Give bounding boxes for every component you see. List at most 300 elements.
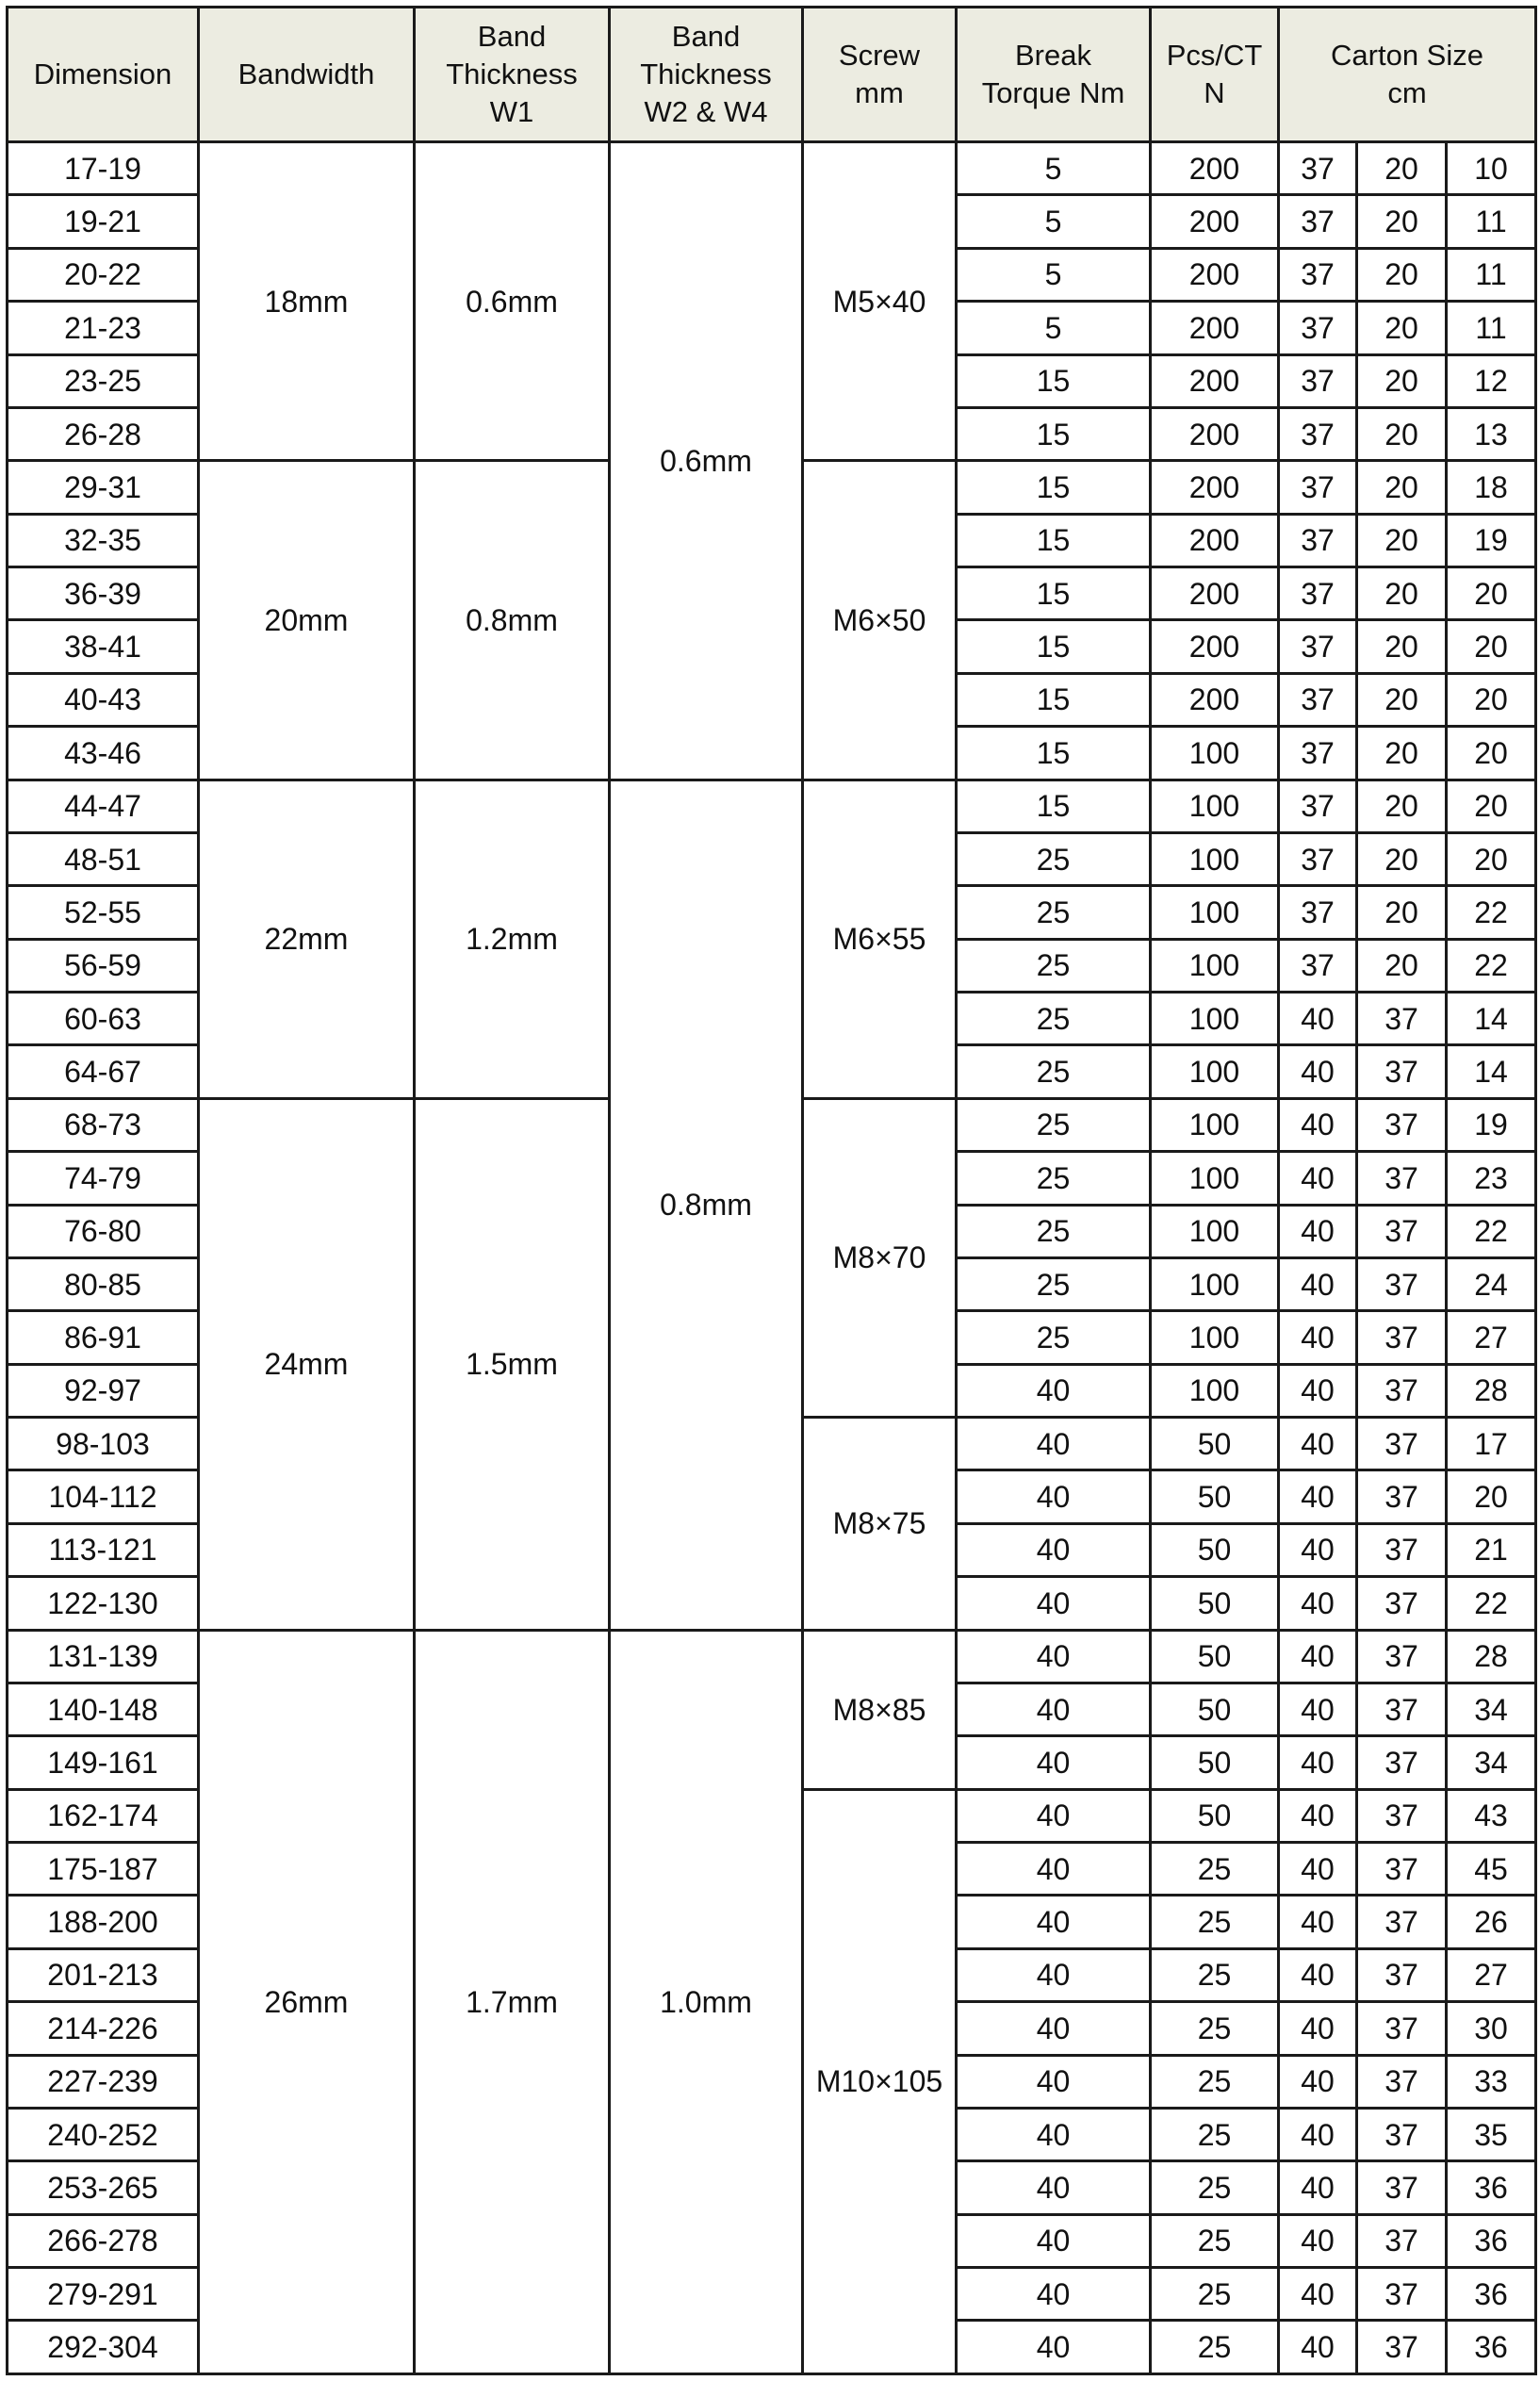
carton-size-cell: 37 (1279, 673, 1357, 726)
dimension-cell: 44-47 (8, 780, 199, 832)
carton-size-cell: 35 (1447, 2108, 1536, 2160)
break-torque-cell: 40 (957, 1948, 1151, 2001)
carton-size-cell: 19 (1447, 514, 1536, 567)
carton-size-cell: 17 (1447, 1418, 1536, 1470)
carton-size-cell: 36 (1447, 2321, 1536, 2374)
carton-size-cell: 20 (1357, 354, 1447, 407)
carton-size-cell: 12 (1447, 354, 1536, 407)
carton-size-cell: 20 (1357, 195, 1447, 248)
pcs-per-carton-cell: 200 (1151, 302, 1279, 354)
break-torque-cell: 40 (957, 1896, 1151, 1948)
header-band-thickness-w1-line: Thickness (446, 57, 578, 90)
bandwidth-cell: 22mm (199, 780, 415, 1098)
carton-size-cell: 34 (1447, 1683, 1536, 1735)
carton-size-cell: 37 (1279, 567, 1357, 620)
table-body (8, 142, 1536, 2374)
band-thickness-w1-cell: 1.7mm (415, 1630, 610, 2374)
carton-size-cell: 20 (1447, 1470, 1536, 1523)
break-torque-cell: 40 (957, 1630, 1151, 1683)
carton-size-cell: 37 (1357, 2268, 1447, 2321)
dimension-cell: 43-46 (8, 727, 199, 780)
pcs-per-carton-cell: 25 (1151, 2214, 1279, 2267)
pcs-per-carton-cell: 200 (1151, 195, 1279, 248)
break-torque-cell: 15 (957, 727, 1151, 780)
dimension-cell: 122-130 (8, 1577, 199, 1630)
carton-size-cell: 40 (1279, 1789, 1357, 1842)
pcs-per-carton-cell: 200 (1151, 142, 1279, 195)
pcs-per-carton-cell: 50 (1151, 1789, 1279, 1842)
break-torque-cell: 5 (957, 248, 1151, 301)
pcs-per-carton-cell: 100 (1151, 993, 1279, 1045)
carton-size-cell: 37 (1279, 620, 1357, 673)
break-torque-cell: 25 (957, 1311, 1151, 1364)
dimension-cell: 149-161 (8, 1736, 199, 1789)
pcs-per-carton-cell: 100 (1151, 886, 1279, 939)
carton-size-cell: 37 (1357, 2108, 1447, 2160)
carton-size-cell: 37 (1279, 886, 1357, 939)
header-break-torque-line: Torque Nm (981, 76, 1125, 109)
dimension-cell: 29-31 (8, 461, 199, 514)
break-torque-cell: 25 (957, 1152, 1151, 1205)
header-carton-size-line: Carton Size (1331, 39, 1483, 72)
carton-size-cell: 37 (1357, 1257, 1447, 1310)
pcs-per-carton-cell: 200 (1151, 514, 1279, 567)
carton-size-cell: 45 (1447, 1843, 1536, 1896)
break-torque-cell: 15 (957, 514, 1151, 567)
break-torque-cell: 15 (957, 780, 1151, 832)
pcs-per-carton-cell: 200 (1151, 461, 1279, 514)
break-torque-cell: 25 (957, 1257, 1151, 1310)
carton-size-cell: 28 (1447, 1364, 1536, 1417)
carton-size-cell: 40 (1279, 2002, 1357, 2055)
dimension-cell: 52-55 (8, 886, 199, 939)
break-torque-cell: 40 (957, 1577, 1151, 1630)
dimension-cell: 98-103 (8, 1418, 199, 1470)
carton-size-cell: 37 (1279, 780, 1357, 832)
break-torque-cell: 40 (957, 2055, 1151, 2108)
dimension-cell: 23-25 (8, 354, 199, 407)
break-torque-cell: 40 (957, 2268, 1151, 2321)
header-band-thickness-w1-line: Band (477, 20, 547, 53)
dimension-cell: 40-43 (8, 673, 199, 726)
carton-size-cell: 11 (1447, 195, 1536, 248)
break-torque-cell: 5 (957, 142, 1151, 195)
dimension-cell: 201-213 (8, 1948, 199, 2001)
pcs-per-carton-cell: 200 (1151, 620, 1279, 673)
pcs-per-carton-cell: 200 (1151, 407, 1279, 460)
carton-size-cell: 40 (1279, 1098, 1357, 1151)
header-carton-size (1279, 8, 1536, 142)
carton-size-cell: 40 (1279, 1257, 1357, 1310)
carton-size-cell: 37 (1357, 1843, 1447, 1896)
carton-size-cell: 37 (1357, 1098, 1447, 1151)
carton-size-cell: 37 (1279, 354, 1357, 407)
dimension-cell: 64-67 (8, 1045, 199, 1098)
pcs-per-carton-cell: 50 (1151, 1630, 1279, 1683)
band-thickness-w1-cell: 1.2mm (415, 780, 610, 1098)
carton-size-cell: 20 (1447, 673, 1536, 726)
carton-size-cell: 40 (1279, 2214, 1357, 2267)
break-torque-cell: 40 (957, 1789, 1151, 1842)
carton-size-cell: 40 (1279, 1523, 1357, 1576)
carton-size-cell: 20 (1357, 302, 1447, 354)
screw-cell: M8×70 (803, 1098, 957, 1417)
screw-cell: M6×50 (803, 461, 957, 780)
carton-size-cell: 37 (1357, 1789, 1447, 1842)
header-break-torque (957, 8, 1151, 142)
carton-size-cell: 40 (1279, 1630, 1357, 1683)
carton-size-cell: 37 (1279, 248, 1357, 301)
carton-size-cell: 14 (1447, 993, 1536, 1045)
break-torque-cell: 25 (957, 1205, 1151, 1257)
dimension-cell: 175-187 (8, 1843, 199, 1896)
carton-size-cell: 27 (1447, 1311, 1536, 1364)
carton-size-cell: 37 (1279, 514, 1357, 567)
pcs-per-carton-cell: 25 (1151, 1896, 1279, 1948)
header-band-thickness-w2-w4-line: Band (671, 20, 741, 53)
header-carton-size-line: cm (1387, 76, 1427, 109)
dimension-cell: 292-304 (8, 2321, 199, 2374)
header-break-torque-line: Break (1015, 39, 1091, 72)
break-torque-cell: 25 (957, 1098, 1151, 1151)
carton-size-cell: 20 (1357, 832, 1447, 885)
break-torque-cell: 40 (957, 1418, 1151, 1470)
band-thickness-w1-cell: 0.6mm (415, 142, 610, 461)
pcs-per-carton-cell: 100 (1151, 1257, 1279, 1310)
carton-size-cell: 40 (1279, 1045, 1357, 1098)
carton-size-cell: 40 (1279, 1418, 1357, 1470)
break-torque-cell: 15 (957, 673, 1151, 726)
band-thickness-w2-w4-cell: 1.0mm (610, 1630, 803, 2374)
carton-size-cell: 20 (1447, 780, 1536, 832)
spec-table (6, 6, 1537, 2375)
carton-size-cell: 37 (1279, 142, 1357, 195)
pcs-per-carton-cell: 50 (1151, 1523, 1279, 1576)
carton-size-cell: 37 (1279, 407, 1357, 460)
carton-size-cell: 37 (1357, 1948, 1447, 2001)
header-bandwidth (199, 8, 415, 142)
pcs-per-carton-cell: 200 (1151, 673, 1279, 726)
dimension-cell: 131-139 (8, 1630, 199, 1683)
dimension-cell: 86-91 (8, 1311, 199, 1364)
carton-size-cell: 20 (1357, 673, 1447, 726)
carton-size-cell: 20 (1357, 248, 1447, 301)
carton-size-cell: 37 (1357, 1577, 1447, 1630)
screw-cell: M6×55 (803, 780, 957, 1098)
break-torque-cell: 40 (957, 2002, 1151, 2055)
header-screw-line: Screw (838, 39, 921, 72)
table-row (8, 1630, 1536, 1683)
dimension-cell: 74-79 (8, 1152, 199, 1205)
bandwidth-cell: 18mm (199, 142, 415, 461)
carton-size-cell: 37 (1279, 939, 1357, 992)
carton-size-cell: 10 (1447, 142, 1536, 195)
pcs-per-carton-cell: 200 (1151, 567, 1279, 620)
carton-size-cell: 37 (1357, 1311, 1447, 1364)
break-torque-cell: 15 (957, 620, 1151, 673)
pcs-per-carton-cell: 100 (1151, 1098, 1279, 1151)
dimension-cell: 162-174 (8, 1789, 199, 1842)
bandwidth-cell: 26mm (199, 1630, 415, 2374)
break-torque-cell: 40 (957, 1736, 1151, 1789)
pcs-per-carton-cell: 200 (1151, 248, 1279, 301)
carton-size-cell: 37 (1357, 1523, 1447, 1576)
pcs-per-carton-cell: 25 (1151, 2055, 1279, 2108)
break-torque-cell: 40 (957, 1364, 1151, 1417)
carton-size-cell: 20 (1357, 727, 1447, 780)
dimension-cell: 38-41 (8, 620, 199, 673)
break-torque-cell: 15 (957, 407, 1151, 460)
carton-size-cell: 36 (1447, 2161, 1536, 2214)
carton-size-cell: 30 (1447, 2002, 1536, 2055)
dimension-cell: 188-200 (8, 1896, 199, 1948)
carton-size-cell: 37 (1357, 2002, 1447, 2055)
carton-size-cell: 40 (1279, 1683, 1357, 1735)
carton-size-cell: 37 (1279, 461, 1357, 514)
dimension-cell: 140-148 (8, 1683, 199, 1735)
pcs-per-carton-cell: 25 (1151, 1843, 1279, 1896)
carton-size-cell: 24 (1447, 1257, 1536, 1310)
dimension-cell: 48-51 (8, 832, 199, 885)
carton-size-cell: 40 (1279, 1577, 1357, 1630)
carton-size-cell: 34 (1447, 1736, 1536, 1789)
break-torque-cell: 15 (957, 461, 1151, 514)
header-pcs-per-carton-line: Pcs/CT (1166, 39, 1263, 72)
carton-size-cell: 11 (1447, 302, 1536, 354)
carton-size-cell: 40 (1279, 2161, 1357, 2214)
break-torque-cell: 40 (957, 2108, 1151, 2160)
carton-size-cell: 20 (1447, 727, 1536, 780)
header-band-thickness-w1-line: W1 (489, 95, 534, 128)
carton-size-cell: 37 (1357, 993, 1447, 1045)
break-torque-cell: 5 (957, 302, 1151, 354)
dimension-cell: 60-63 (8, 993, 199, 1045)
carton-size-cell: 14 (1447, 1045, 1536, 1098)
pcs-per-carton-cell: 100 (1151, 727, 1279, 780)
carton-size-cell: 36 (1447, 2214, 1536, 2267)
carton-size-cell: 37 (1279, 727, 1357, 780)
carton-size-cell: 37 (1357, 1736, 1447, 1789)
carton-size-cell: 40 (1279, 2108, 1357, 2160)
carton-size-cell: 33 (1447, 2055, 1536, 2108)
carton-size-cell: 37 (1357, 1683, 1447, 1735)
carton-size-cell: 40 (1279, 1364, 1357, 1417)
carton-size-cell: 37 (1357, 2161, 1447, 2214)
pcs-per-carton-cell: 25 (1151, 2002, 1279, 2055)
dimension-cell: 227-239 (8, 2055, 199, 2108)
carton-size-cell: 20 (1357, 142, 1447, 195)
carton-size-cell: 43 (1447, 1789, 1536, 1842)
break-torque-cell: 25 (957, 832, 1151, 885)
carton-size-cell: 40 (1279, 2321, 1357, 2374)
carton-size-cell: 27 (1447, 1948, 1536, 2001)
carton-size-cell: 40 (1279, 2055, 1357, 2108)
pcs-per-carton-cell: 50 (1151, 1470, 1279, 1523)
pcs-per-carton-cell: 50 (1151, 1577, 1279, 1630)
pcs-per-carton-cell: 100 (1151, 1311, 1279, 1364)
dimension-cell: 113-121 (8, 1523, 199, 1576)
carton-size-cell: 40 (1279, 1736, 1357, 1789)
carton-size-cell: 37 (1279, 195, 1357, 248)
pcs-per-carton-cell: 25 (1151, 1948, 1279, 2001)
pcs-per-carton-cell: 100 (1151, 1364, 1279, 1417)
carton-size-cell: 20 (1357, 567, 1447, 620)
dimension-cell: 68-73 (8, 1098, 199, 1151)
carton-size-cell: 20 (1447, 832, 1536, 885)
dimension-cell: 104-112 (8, 1470, 199, 1523)
carton-size-cell: 37 (1357, 2214, 1447, 2267)
carton-size-cell: 37 (1279, 832, 1357, 885)
bandwidth-cell: 24mm (199, 1098, 415, 1630)
carton-size-cell: 37 (1357, 1364, 1447, 1417)
band-thickness-w1-cell: 0.8mm (415, 461, 610, 780)
pcs-per-carton-cell: 100 (1151, 1152, 1279, 1205)
carton-size-cell: 37 (1357, 1045, 1447, 1098)
header-screw-line: mm (855, 76, 904, 109)
band-thickness-w1-cell: 1.5mm (415, 1098, 610, 1630)
pcs-per-carton-cell: 50 (1151, 1736, 1279, 1789)
pcs-per-carton-cell: 200 (1151, 354, 1279, 407)
carton-size-cell: 40 (1279, 1896, 1357, 1948)
dimension-cell: 253-265 (8, 2161, 199, 2214)
carton-size-cell: 37 (1357, 1418, 1447, 1470)
break-torque-cell: 25 (957, 1045, 1151, 1098)
carton-size-cell: 37 (1357, 1152, 1447, 1205)
carton-size-cell: 18 (1447, 461, 1536, 514)
pcs-per-carton-cell: 100 (1151, 1205, 1279, 1257)
pcs-per-carton-cell: 50 (1151, 1683, 1279, 1735)
carton-size-cell: 40 (1279, 1470, 1357, 1523)
break-torque-cell: 15 (957, 567, 1151, 620)
dimension-cell: 266-278 (8, 2214, 199, 2267)
dimension-cell: 56-59 (8, 939, 199, 992)
header-band-thickness-w1 (415, 8, 610, 142)
carton-size-cell: 20 (1447, 620, 1536, 673)
carton-size-cell: 37 (1357, 1205, 1447, 1257)
table-header (8, 8, 1536, 142)
carton-size-cell: 40 (1279, 1948, 1357, 2001)
carton-size-cell: 20 (1447, 567, 1536, 620)
carton-size-cell: 20 (1357, 780, 1447, 832)
band-thickness-w2-w4-cell: 0.8mm (610, 780, 803, 1630)
pcs-per-carton-cell: 100 (1151, 832, 1279, 885)
carton-size-cell: 20 (1357, 886, 1447, 939)
carton-size-cell: 40 (1279, 1843, 1357, 1896)
carton-size-cell: 40 (1279, 1311, 1357, 1364)
header-band-thickness-w2-w4-line: W2 & W4 (644, 95, 768, 128)
carton-size-cell: 40 (1279, 1152, 1357, 1205)
break-torque-cell: 40 (957, 1683, 1151, 1735)
header-band-thickness-w2-w4-line: Thickness (640, 57, 772, 90)
carton-size-cell: 37 (1357, 2055, 1447, 2108)
break-torque-cell: 25 (957, 939, 1151, 992)
dimension-cell: 19-21 (8, 195, 199, 248)
break-torque-cell: 15 (957, 354, 1151, 407)
carton-size-cell: 37 (1279, 302, 1357, 354)
break-torque-cell: 40 (957, 1470, 1151, 1523)
header-bandwidth-line: Bandwidth (238, 57, 375, 90)
carton-size-cell: 40 (1279, 993, 1357, 1045)
screw-cell: M8×85 (803, 1630, 957, 1789)
dimension-cell: 92-97 (8, 1364, 199, 1417)
carton-size-cell: 13 (1447, 407, 1536, 460)
header-pcs-per-carton (1151, 8, 1279, 142)
carton-size-cell: 20 (1357, 461, 1447, 514)
carton-size-cell: 19 (1447, 1098, 1536, 1151)
carton-size-cell: 37 (1357, 1630, 1447, 1683)
pcs-per-carton-cell: 100 (1151, 1045, 1279, 1098)
dimension-cell: 80-85 (8, 1257, 199, 1310)
pcs-per-carton-cell: 25 (1151, 2108, 1279, 2160)
carton-size-cell: 20 (1357, 939, 1447, 992)
break-torque-cell: 5 (957, 195, 1151, 248)
bandwidth-cell: 20mm (199, 461, 415, 780)
break-torque-cell: 40 (957, 2161, 1151, 2214)
break-torque-cell: 40 (957, 1523, 1151, 1576)
dimension-cell: 20-22 (8, 248, 199, 301)
pcs-per-carton-cell: 25 (1151, 2321, 1279, 2374)
carton-size-cell: 22 (1447, 1205, 1536, 1257)
header-dimension (8, 8, 199, 142)
carton-size-cell: 22 (1447, 886, 1536, 939)
carton-size-cell: 21 (1447, 1523, 1536, 1576)
pcs-per-carton-cell: 100 (1151, 780, 1279, 832)
carton-size-cell: 40 (1279, 1205, 1357, 1257)
carton-size-cell: 40 (1279, 2268, 1357, 2321)
carton-size-cell: 26 (1447, 1896, 1536, 1948)
break-torque-cell: 40 (957, 2321, 1151, 2374)
dimension-cell: 214-226 (8, 2002, 199, 2055)
break-torque-cell: 40 (957, 1843, 1151, 1896)
break-torque-cell: 40 (957, 2214, 1151, 2267)
carton-size-cell: 22 (1447, 1577, 1536, 1630)
band-thickness-w2-w4-cell: 0.6mm (610, 142, 803, 780)
dimension-cell: 240-252 (8, 2108, 199, 2160)
header-screw (803, 8, 957, 142)
table-row (8, 780, 1536, 832)
carton-size-cell: 22 (1447, 939, 1536, 992)
carton-size-cell: 37 (1357, 1470, 1447, 1523)
dimension-cell: 76-80 (8, 1205, 199, 1257)
dimension-cell: 32-35 (8, 514, 199, 567)
header-dimension-line: Dimension (33, 57, 172, 90)
carton-size-cell: 28 (1447, 1630, 1536, 1683)
carton-size-cell: 37 (1357, 2321, 1447, 2374)
dimension-cell: 36-39 (8, 567, 199, 620)
dimension-cell: 279-291 (8, 2268, 199, 2321)
carton-size-cell: 20 (1357, 407, 1447, 460)
header-band-thickness-w2-w4 (610, 8, 803, 142)
carton-size-cell: 36 (1447, 2268, 1536, 2321)
break-torque-cell: 25 (957, 886, 1151, 939)
pcs-per-carton-cell: 25 (1151, 2161, 1279, 2214)
screw-cell: M5×40 (803, 142, 957, 461)
carton-size-cell: 37 (1357, 1896, 1447, 1948)
carton-size-cell: 23 (1447, 1152, 1536, 1205)
pcs-per-carton-cell: 100 (1151, 939, 1279, 992)
carton-size-cell: 11 (1447, 248, 1536, 301)
pcs-per-carton-cell: 50 (1151, 1418, 1279, 1470)
dimension-cell: 21-23 (8, 302, 199, 354)
header-pcs-per-carton-line: N (1204, 76, 1225, 109)
screw-cell: M10×105 (803, 1789, 957, 2373)
screw-cell: M8×75 (803, 1418, 957, 1631)
dimension-cell: 17-19 (8, 142, 199, 195)
table-row (8, 142, 1536, 195)
carton-size-cell: 20 (1357, 514, 1447, 567)
carton-size-cell: 20 (1357, 620, 1447, 673)
pcs-per-carton-cell: 25 (1151, 2268, 1279, 2321)
